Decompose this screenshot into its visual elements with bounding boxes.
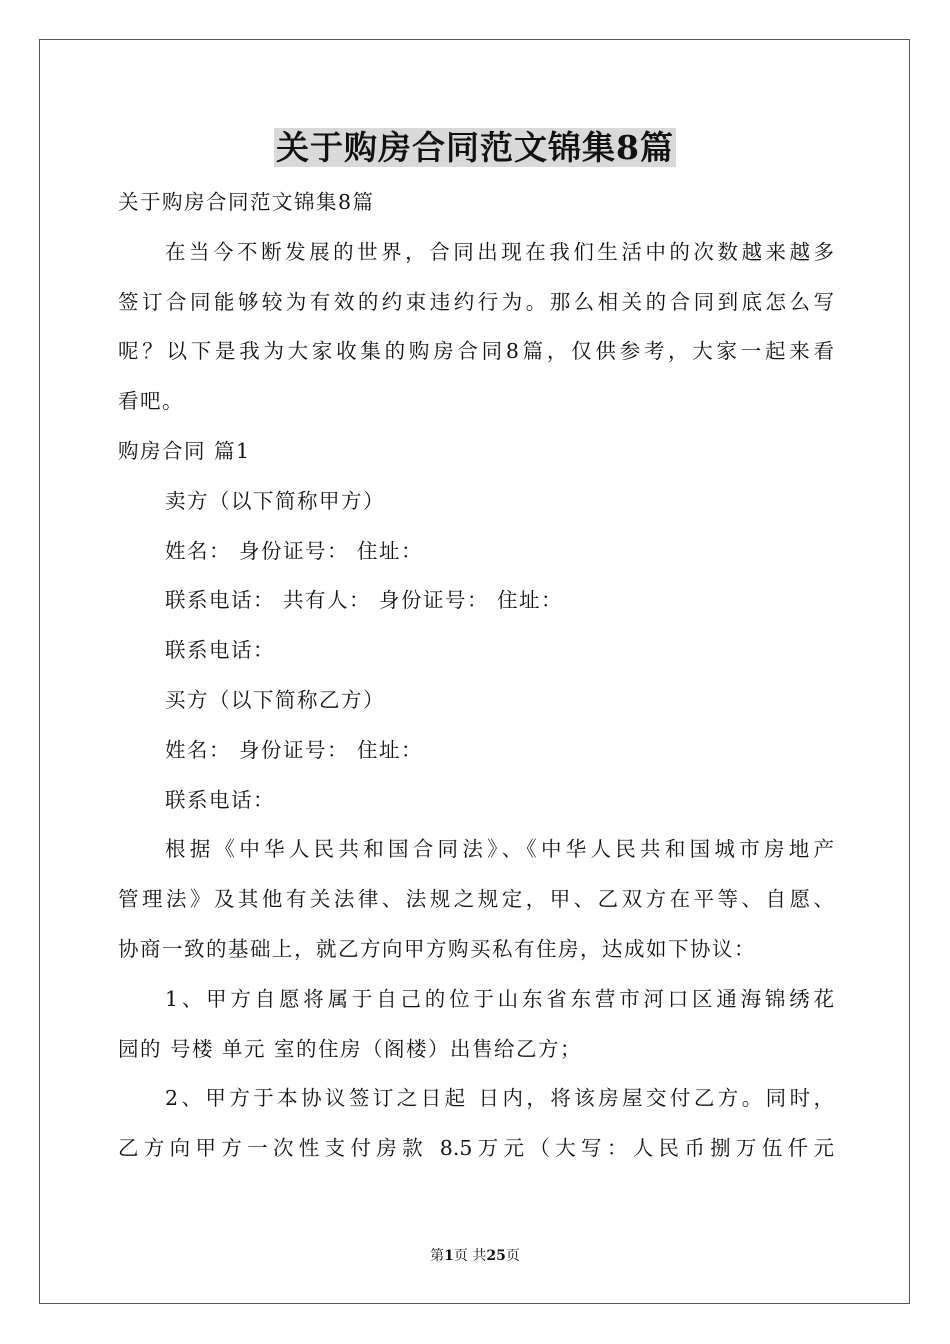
intro-paragraph-line-4: 看吧。 [118,389,184,414]
footer-page-number: 1 [444,1248,454,1264]
intro-paragraph-line-3: 呢？以下是我为大家收集的购房合同8篇，仅供参考，大家一起来看 [118,339,834,364]
footer-suffix: 页 [505,1248,520,1264]
clause-1-line-2: 园的 号楼 单元 室的住房（阁楼）出售给乙方； [118,1036,583,1061]
clause-2-line-1: 2、甲方于本协议签订之日起 日内，将该房屋交付乙方。同时， [165,1086,834,1111]
intro-paragraph-line-1: 在当今不断发展的世界，合同出现在我们生活中的次数越来越多 [165,239,834,264]
legal-basis-line-3: 协商一致的基础上，就乙方向甲方购买私有住房，达成如下协议： [118,936,756,961]
clause-2-line-2: 乙方向甲方一次性支付房款 8.5万元（大写：人民币捌万伍仟元 [118,1136,834,1161]
legal-basis-line-2: 管理法》及其他有关法律、法规之规定，甲、乙双方在平等、自愿、 [118,887,834,912]
page-footer [0,1246,950,1266]
seller-phone-line: 联系电话： [165,638,275,663]
buyer-id-line: 姓名： 身份证号： 住址： [165,737,424,762]
seller-id-line: 姓名： 身份证号： 住址： [165,538,424,563]
legal-basis-line-1: 根据《中华人民共和国合同法》、《中华人民共和国城市房地产 [165,837,834,862]
intro-paragraph-line-2: 签订合同能够较为有效的约束违约行为。那么相关的合同到底怎么写 [118,289,834,314]
subtitle-line: 关于购房合同范文锦集8篇 [118,190,375,214]
section-heading: 购房合同 篇1 [118,438,251,463]
footer-prefix: 第 [430,1248,445,1264]
footer-middle: 页 共 [453,1248,487,1264]
buyer-heading: 买方（以下简称乙方） [165,687,385,712]
footer-total-pages: 25 [486,1248,506,1264]
clause-1-line-1: 1、甲方自愿将属于自己的位于山东省东营市河口区通海锦绣花 [165,986,834,1011]
document-title-text: 关于购房合同范文锦集8篇 [276,128,674,167]
document-body [118,178,834,1174]
buyer-phone-line: 联系电话： [165,787,275,812]
seller-contact-line: 联系电话： 共有人： 身份证号： 住址： [165,588,564,613]
seller-heading: 卖方（以下简称甲方） [165,488,385,513]
document-title [0,124,950,172]
